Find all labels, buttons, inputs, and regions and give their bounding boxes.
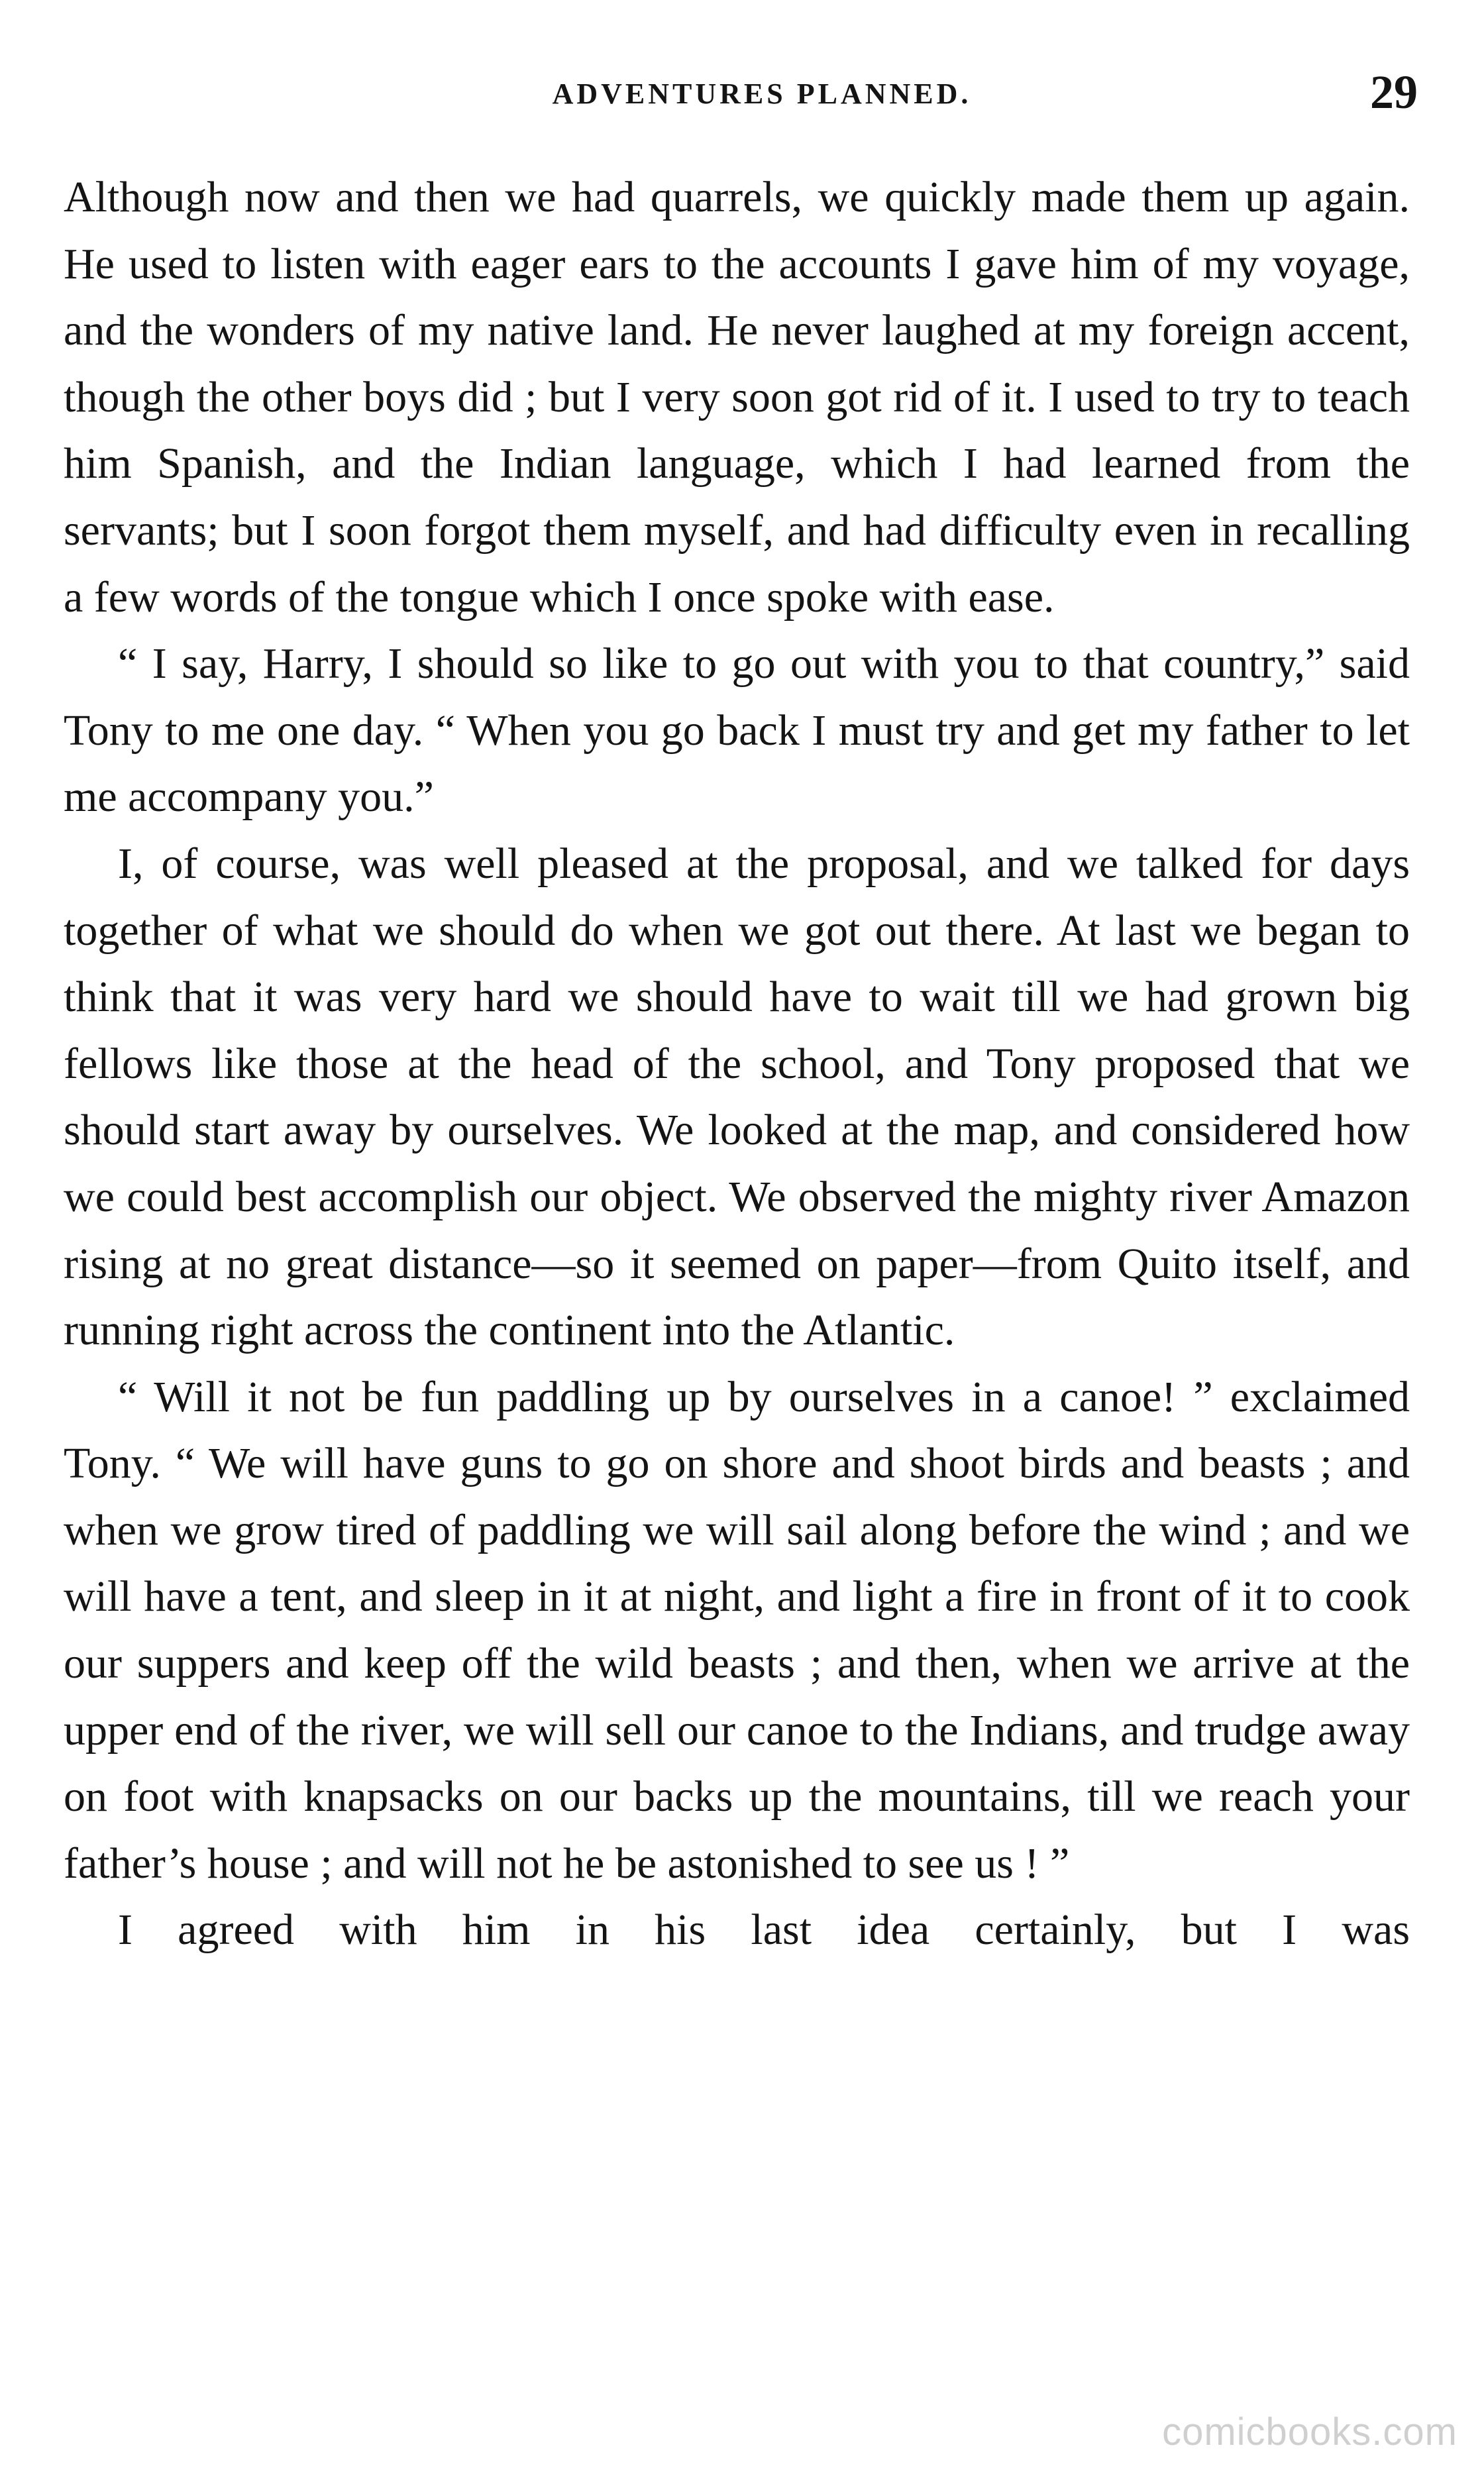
running-title: ADVENTURES PLANNED. [552, 78, 972, 110]
paragraph-1: Although now and then we had quarrels, we quickly made them up again. He used to listen with eager ears to the accounts I gave him of my voyage, and the wonders of my native land. He never laughed at my foreign accent, though the other boys did ; but I very soon got rid of it. I used to try to teach him Spanish, and the Indian language, which I had learned from the servants; but I soon forgot them myself, and had difficulty even in recalling a few words of the tongue which I once spoke with ease. [64, 173, 1410, 621]
paragraph-3: I, of course, was well pleased at the proposal, and we talked for days together of what we should do when we got out there. At last we began to think that it was very hard we should have to wait till we had grown big fellows like those at the head of the school, and Tony proposed that we should start away by ourselves. We looked at the map, and considered how we could best accomplish our object. We observed the mighty river Amazon rising at no great distance—so it seemed on paper—from Quito itself, and running right across the continent into the Atlantic. [64, 839, 1410, 1355]
page-number: 29 [1370, 66, 1418, 119]
running-head [0, 66, 1484, 127]
paragraph-5-continued: I agreed with him in his last idea certainly, but I was [118, 1906, 1410, 1955]
watermark: comicbooks.com [1162, 2410, 1458, 2453]
body-text [64, 164, 1410, 1964]
paragraph-2: “ I say, Harry, I should so like to go out with you to that country,” said Tony to me one day. “ When you go back I must try and get my father to let me accompany you.” [64, 639, 1410, 822]
paragraph-4: “ Will it not be fun paddling up by ourselves in a canoe! ” exclaimed Tony. “ We will have guns to go on shore and shoot birds and beasts ; and when we grow tired of paddling we will sail along before the wind ; and we will have a tent, and sleep in it at night, and light a fire in front of it to cook our suppers and keep off the wild beasts ; and then, when we arrive at the upper end of the river, we will sell our canoe to the Indians, and trudge away on foot with knapsacks on our backs up the mountains, till we reach your father’s house ; and will not he be astonished to see us ! ” [64, 1372, 1410, 1888]
